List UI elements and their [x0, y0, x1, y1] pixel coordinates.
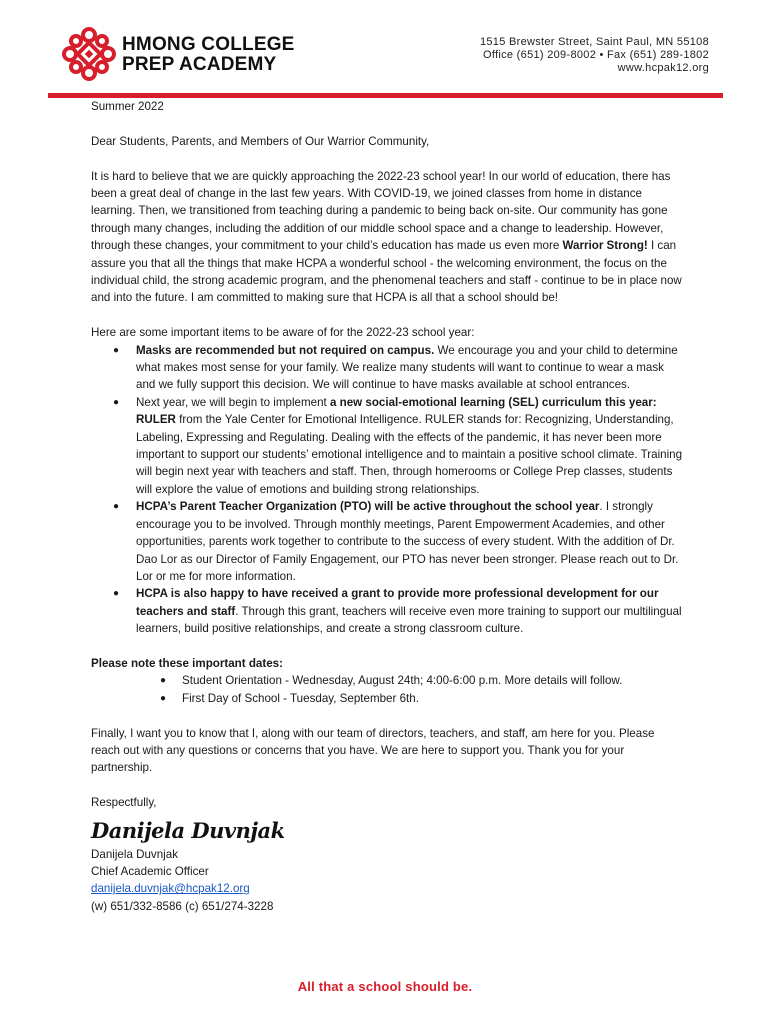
- items-intro: Here are some important items to be aware of for the 2022-23 school year:: [91, 326, 475, 340]
- signer-name: Danijela Duvnjak: [91, 847, 178, 861]
- letter-body: [91, 98, 686, 915]
- dates-heading: Please note these important dates:: [91, 656, 283, 670]
- school-phone-fax: Office (651) 209-8002 • Fax (651) 289-1802: [483, 49, 709, 61]
- school-contact: [480, 36, 709, 75]
- signer-title: Chief Academic Officer: [91, 864, 209, 878]
- dates-list: [91, 672, 686, 707]
- letterhead: [0, 0, 770, 100]
- list-item: ● Student Orientation - Wednesday, August 24th; 4:00-6:00 p.m. More details will follow.: [91, 672, 686, 689]
- salutation: Dear Students, Parents, and Members of Our Warrior Community,: [91, 134, 430, 148]
- hcpa-logo-icon: [60, 25, 118, 83]
- email-link[interactable]: danijela.duvnjak@hcpak12.org: [91, 882, 250, 896]
- signature: Danijela Duvnjak: [91, 817, 285, 843]
- closing-paragraph: Finally, I want you to know that I, along with our team of directors, teachers, and staff, am here for you. Please reach out with any questions or concerns that you have. We are here to support you. Thank you for your partnership.: [91, 726, 655, 775]
- list-item: ● HCPA is also happy to have received a grant to provide more professional development for our teachers and staff. Through this grant, teachers will receive even more training to support our multilingual learners, build positive relationships, and create a strong classroom culture.: [91, 585, 686, 637]
- footer-tagline: All that a school should be.: [297, 979, 473, 994]
- items-list: [91, 342, 686, 638]
- list-item: ● HCPA’s Parent Teacher Organization (PTO) will be active throughout the school year. I strongly encourage you to be involved. Through monthly meetings, Parent Empowerment Academies, and other opportunities, parents work together to contribute to the success of every student. With the addition of Dr. Dao Lor as our Director of Family Engagement, our PTO has never been stronger. Please reach out to Dr. Lor or me for more information.: [91, 498, 686, 585]
- school-address: 1515 Brewster Street, Saint Paul, MN 55108: [479, 36, 709, 48]
- signoff: Respectfully,: [91, 796, 157, 810]
- list-item: ● Masks are recommended but not required on campus. We encourage you and your child to determine what makes most sense for your family. We realize many students will want to continue to wear a mask and we fully support this decision. We will continue to have masks available at school entrances.: [91, 342, 686, 394]
- list-item: ● First Day of School - Tuesday, September 6th.: [91, 690, 686, 707]
- letter-date: Summer 2022: [91, 100, 164, 113]
- list-item: ● Next year, we will begin to implement a new social-emotional learning (SEL) curriculum this year: RULER from the Yale Center for Emotional Intelligence. RULER stands for: Recognizing, Understanding, Labeling, Expressing and Regulating. Dealing with the effects of the pandemic, it has never been more important to support our students’ emotional intelligence and to maintain a positive school climate. Training will begin next year with teachers and staff. Then, through homerooms or College Prep classes, students will explore the value of emotions and building strong relationships.: [91, 394, 686, 498]
- school-website: www.hcpak12.org: [617, 62, 709, 74]
- school-name: HMONG COLLEGE PREP ACADEMY: [122, 34, 295, 75]
- intro-paragraph: It is hard to believe that we are quickly approaching the 2022-23 school year! In our world of education, there has been a great deal of change in the last few years. With COVID-19, we joined classes from home in distance learning. Then, we transitioned from teaching during a pandemic to being back on-site. Our community has gone through many changes, including the addition of our middle school space and a change to leadership. However, through these changes, your commitment to your child’s education has made us even more Warrior Strong! I can assure you that all the things that make HCPA a wonderful school - the welcoming environment, the focus on the individual child, the strong academic program, and the phenomenal teachers and staff - continue to be in place now and into the future. I am committed to making sure that HCPA is all that a school should be!: [91, 169, 682, 305]
- signer-phones: (w) 651/332-8586 (c) 651/274-3228: [91, 899, 274, 913]
